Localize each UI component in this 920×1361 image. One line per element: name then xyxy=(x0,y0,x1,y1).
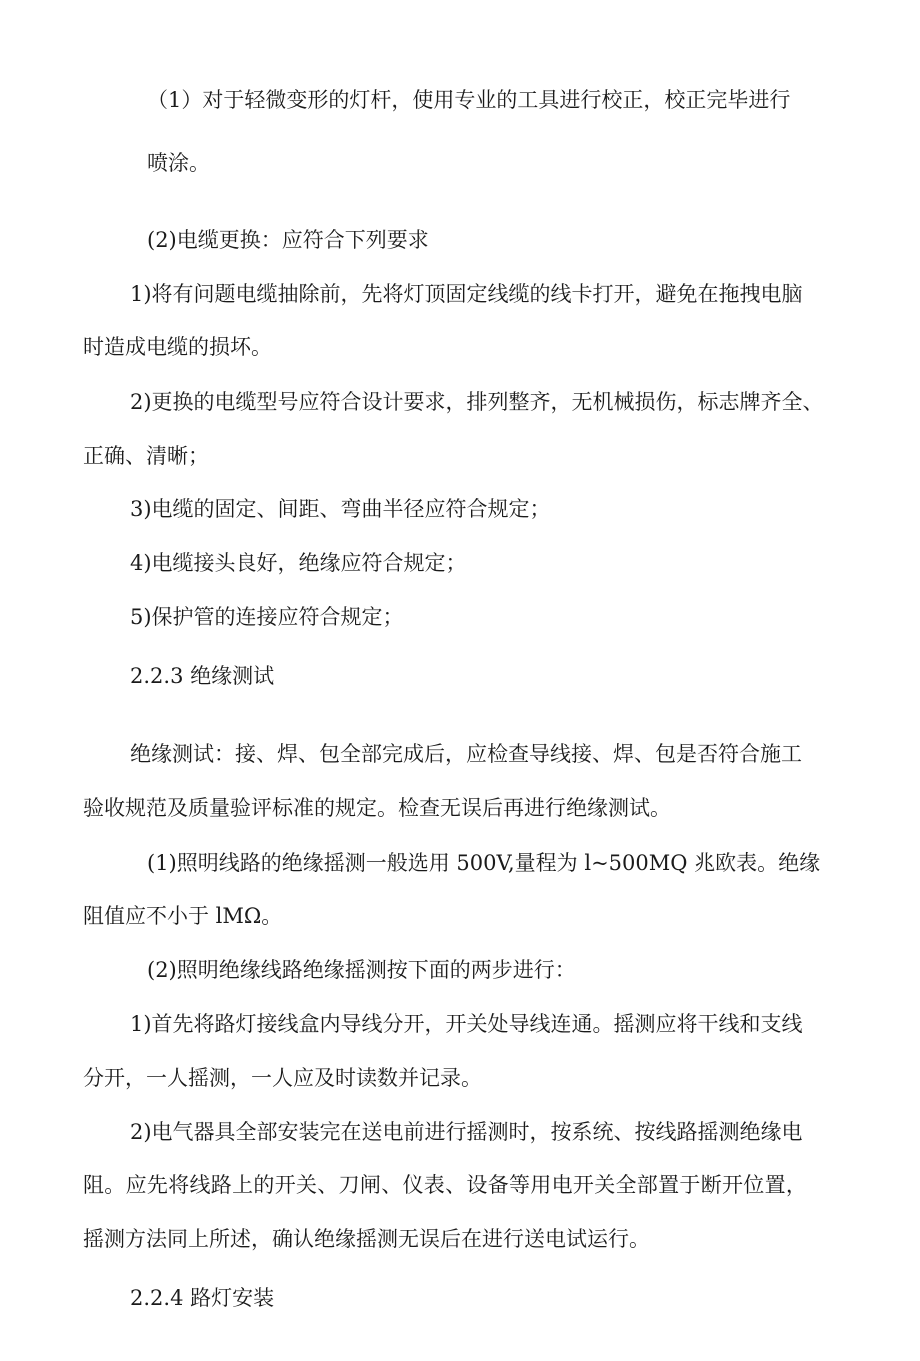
paragraph-line: 5)保护管的连接应符合规定； xyxy=(130,605,404,629)
section-heading: 2.2.3 绝缘测试 xyxy=(130,664,275,688)
paragraph-line: (1)照明线路的绝缘摇测一般选用 500V,量程为 l~500MQ 兆欧表。绝缘 xyxy=(147,851,821,875)
paragraph-line: 分开，一人摇测，一人应及时读数并记录。 xyxy=(83,1066,482,1090)
section-heading: 2.2.4 路灯安装 xyxy=(130,1286,275,1310)
paragraph-line: 阻。应先将线路上的开关、刀闸、仪表、设备等用电开关全部置于断开位置， xyxy=(83,1173,808,1197)
paragraph-line: 喷涂。 xyxy=(147,151,210,175)
paragraph-line: 摇测方法同上所述，确认绝缘摇测无误后在进行送电试运行。 xyxy=(83,1227,650,1251)
paragraph-line: 4)电缆接头良好，绝缘应符合规定； xyxy=(130,551,467,575)
paragraph-line: （1）对于轻微变形的灯杆，使用专业的工具进行校正，校正完毕进行 xyxy=(147,88,791,112)
paragraph-line: 1)首先将路灯接线盒内导线分开，开关处导线连通。摇测应将干线和支线 xyxy=(130,1012,803,1036)
paragraph-line: 2)更换的电缆型号应符合设计要求，排列整齐，无机械损伤，标志牌齐全、 xyxy=(130,390,824,414)
paragraph-line: 1)将有问题电缆抽除前，先将灯顶固定线缆的线卡打开，避免在拖拽电脑 xyxy=(130,282,803,306)
paragraph-line: 2)电气器具全部安装完在送电前进行摇测时，按系统、按线路摇测绝缘电 xyxy=(130,1120,803,1144)
paragraph-line: 验收规范及质量验评标准的规定。检查无误后再进行绝缘测试。 xyxy=(83,796,671,820)
paragraph-line: 绝缘测试：接、焊、包全部完成后，应检查导线接、焊、包是否符合施工 xyxy=(130,742,802,766)
paragraph-line: 时造成电缆的损坏。 xyxy=(83,335,272,359)
paragraph-line: 阻值应不小于 lMΩ。 xyxy=(83,904,283,928)
paragraph-line: 正确、清晰； xyxy=(83,444,209,468)
paragraph-line: (2)电缆更换：应符合下列要求 xyxy=(147,228,429,252)
paragraph-line: (2)照明绝缘线路绝缘摇测按下面的两步进行： xyxy=(147,958,576,982)
paragraph-line: 3)电缆的固定、间距、弯曲半径应符合规定； xyxy=(130,497,551,521)
